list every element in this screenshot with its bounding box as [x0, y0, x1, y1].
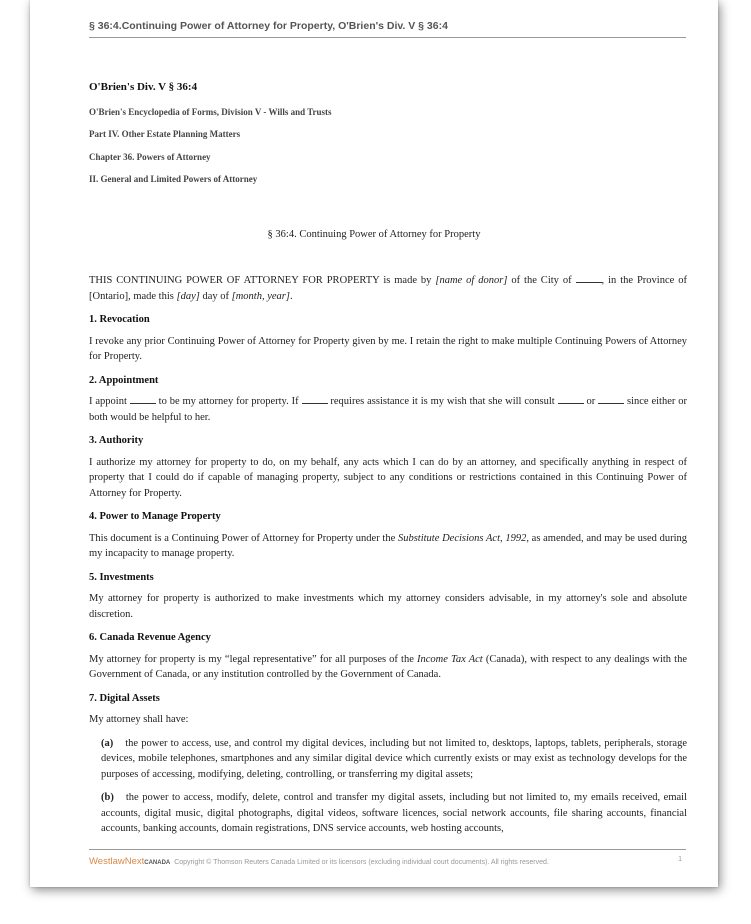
section-heading-appointment: 2. Appointment [89, 374, 159, 386]
intro-paragraph: THIS CONTINUING POWER OF ATTORNEY FOR PROPERTY is made by [name of donor] of the City of , in the Province of [Ontario], made this [day] day of [month, year]. [89, 275, 687, 302]
blank-line [576, 273, 602, 283]
blank-line [558, 394, 584, 404]
list-item [89, 790, 687, 837]
section-heading-revocation: 1. Revocation [89, 314, 150, 325]
part-line: Part IV. Other Estate Planning Matters [89, 129, 241, 139]
encyclopedia-line: O'Brien's Encyclopedia of Forms, Division V - Wills and Trusts [89, 107, 332, 117]
item-text: the power to access, use, and control my digital devices, including but not limited to, desktops, laptops, tablets, peripherals, storage devices, mobile telephones, smartphones and any similar digital device which currently exists or may exist as technology develops for the purposes of accessing, modifying, deleting, controlling, or transferring my digital assets; [101, 737, 687, 780]
list-item [89, 736, 687, 783]
section-heading-canada-revenue-agency: 6. Canada Revenue Agency [89, 632, 211, 643]
section-heading-investments: 5. Investments [89, 571, 154, 583]
blank-line [302, 394, 328, 404]
page-footer [89, 849, 686, 867]
brand-region: CANADA [144, 860, 171, 866]
item-label: (a) [101, 737, 114, 749]
section-text-appointment: I appoint to be my attorney for property. If requires assistance it is my wish that she will consult or since either or both would be helpful to her. [89, 396, 687, 423]
running-header: § 36:4.Continuing Power of Attorney for Property, O'Brien's Div. V § 36:4 [89, 20, 686, 38]
section-heading-power-to-manage: 4. Power to Manage Property [89, 511, 221, 522]
citation-title: O'Brien's Div. V § 36:4 [89, 81, 198, 93]
section-text-authority: I authorize my attorney for property to do, on my behalf, any acts which I can do by an attorney, and specifically anything in respect of property that I could do if capable of managing property, subject to any conditions or restrictions contained in this Continuing Power of Attorney for Property. [89, 456, 687, 499]
copyright-text: Copyright © Thomson Reuters Canada Limited or its licensors (excluding individual court documents). All rights reserved. [174, 859, 549, 866]
westlaw-logo: WestlawNext [89, 856, 145, 867]
chapter-line: Chapter 36. Powers of Attorney [89, 152, 211, 162]
blank-line [130, 394, 156, 404]
section-text-power-to-manage: This document is a Continuing Power of Attorney for Property under the Substitute Decisions Act, 1992, as amended, and may be used during my incapacity to manage property. [89, 532, 687, 559]
section-group-line: II. General and Limited Powers of Attorney [89, 174, 258, 184]
blank-line [598, 394, 624, 404]
document-title: § 36:4. Continuing Power of Attorney for Property [267, 229, 481, 240]
section-text-canada-revenue-agency: My attorney for property is my “legal representative” for all purposes of the Income Tax Act (Canada), with respect to any dealings with the Government of Canada, or any institution controlled by the Government of Canada. [89, 653, 687, 680]
section-heading-authority: 3. Authority [89, 435, 144, 446]
item-text: the power to access, modify, delete, control and transfer my digital assets, including but not limited to, my emails received, email accounts, digital music, digital photographs, digital videos, software licences, social network accounts, file sharing accounts, financial accounts, banking accounts, domain registrations, DNS service accounts, web hosting accounts, [101, 792, 687, 834]
section-heading-digital-assets: 7. Digital Assets [89, 692, 160, 704]
section-text-revocation: I revoke any prior Continuing Power of Attorney for Property given by me. I retain the right to make multiple Continuing Powers of Attorney for Property. [89, 335, 687, 362]
document-body [89, 273, 687, 837]
page-number: 1 [678, 856, 682, 863]
document-page [30, 0, 718, 887]
item-label: (b) [101, 792, 114, 803]
section-text-investments: My attorney for property is authorized to make investments which my attorney considers advisable, in my attorney's sole and absolute discretion. [89, 593, 687, 620]
section-text-digital-assets: My attorney shall have: [89, 714, 189, 725]
